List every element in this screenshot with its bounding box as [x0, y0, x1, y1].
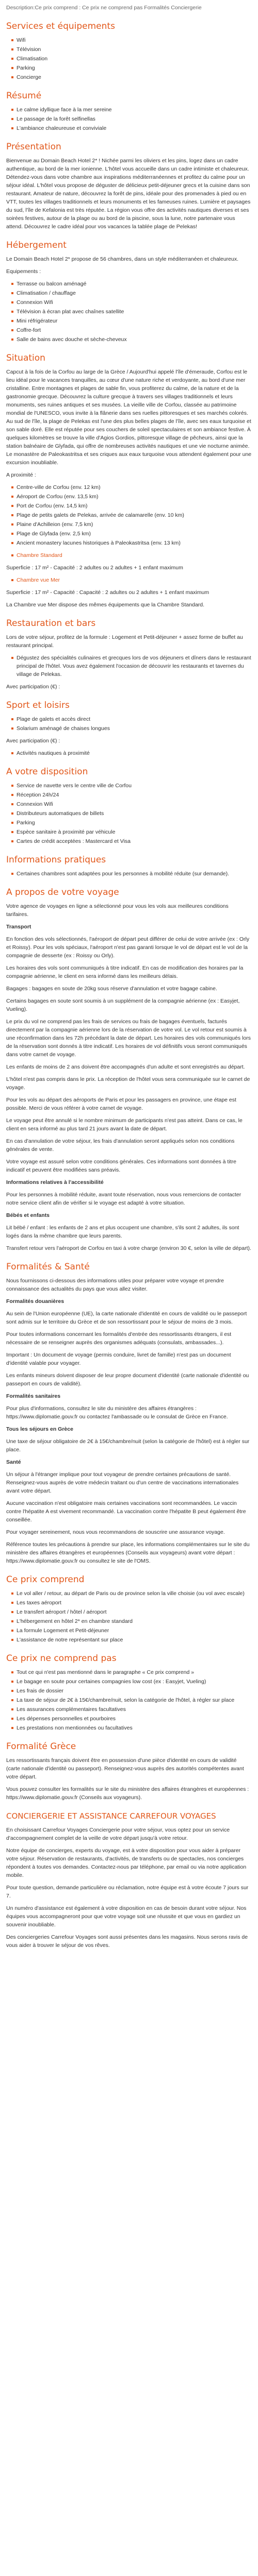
presentation-title: Présentation [6, 142, 61, 152]
list-item: Port de Corfou (env. 14,5 km) [11, 502, 252, 510]
chambre-heading-list [6, 551, 252, 560]
list-item: Terrasse ou balcon aménagé [11, 280, 252, 288]
situation-text: Capcut à la fois de la Corfou au large de la Grèce / Aujourd'hui appelé l'île d'émeraude, Corfou est le lieu idéal pour le vacances tranquilles, au cœur d'une nature riche et verdoyante, au bord d'une mer cristalline. Entre montagnes et plages de sable fin, vous profiterez du calme, de la nature et de la gastronomie grecque. Découvrez la culture grecque à travers ses villages traditionnels et leurs monuments, ses ruines antiques et ses musées. La vieille ville de Corfou, classée au patrimoine mondial de l'UNESCO, vous invite à la flânerie dans ses ruelles pittoresques et ses marchés colorés. Au sud de l'île, la plage de Pelekas est l'une des plus belles plages de l'île, avec ses eaux turquoise et son sable doré. Elle est réputée pour ses couchers de soleil spectaculaires et son ambiance festive. À quelques kilomètres se trouve la ville d'Agios Gordios, pittoresque village de pêcheurs, ainsi que la station balnéaire de Glyfada, qui offre de nombreuses activités nautiques et une vie nocturne animée. Le monastère de Paleokastritsa et ses criques aux eaux turquoise vous attendent également pour une excursion inoubliable. [6, 369, 252, 466]
formalites-text-0: Nous fournissons ci-dessous des informations utiles pour préparer votre voyage et prendre connaissance des actualités du pays que vous allez visiter. [6, 1278, 224, 1292]
restauration-title: Restauration et bars [6, 618, 96, 629]
list-item: Télévision [11, 45, 252, 54]
list-item: L'assistance de notre représentant sur place [11, 1636, 252, 1644]
list-item: Aéroport de Corfou (env. 13,5 km) [11, 493, 252, 501]
list-item: Parking [11, 64, 252, 72]
propos-text-5: Certains bagages en soute sont soumis à un supplément de la compagnie aérienne (ex : Easyjet, Vueling). [6, 998, 240, 1012]
propos-text-14: Pour les personnes à mobilité réduite, avant toute réservation, nous vous remercions de contacter notre service client afin de vérifier si le voyage est adapté à votre situation. [6, 1192, 241, 1206]
list-item: Concierge [11, 73, 252, 81]
conciergerie-text-1: Notre équipe de concierges, experts du voyage, est à votre disposition pour vous aider à préparer votre séjour. Réservation de restaurants, d'activités, de transferts ou de spectacles, nos concierges répondent à toutes vos demandes. Contactez-nous par téléphone, par email ou via notre application mobile. [6, 1848, 247, 1878]
list-item: Distributeurs automatiques de billets [11, 809, 252, 818]
propos-transport-label: Transport [6, 924, 31, 930]
prix-ne-comprend-pas-title: Ce prix ne comprend pas [6, 1653, 117, 1664]
conciergerie-text-3: Un numéro d'assistance est également à votre disposition en cas de besoin durant votre séjour. Nos équipes vous accompagneront pour que votre voyage soit une réussite et que vous en gardiez un souvenir inoubliable. [6, 1905, 247, 1928]
restauration-avec-participation: Avec participation (€) : [6, 684, 60, 690]
hebergement-equipements-label: Equipements : [6, 268, 41, 275]
list-item: Solarium aménagé de chaises longues [11, 724, 252, 733]
propos-accessibilite-label: Informations relatives à l'accessibilité [6, 1179, 104, 1185]
formalites-text-5: Les enfants mineurs doivent disposer de leur propre document d'identité (carte nationale d'identité ou passeport en cours de validité). [6, 1372, 249, 1387]
conciergerie-title: CONCIERGERIE ET ASSISTANCE CARREFOUR VOYAGES [6, 1811, 216, 1821]
list-item: Le calme idyllique face à la mer sereine [11, 106, 252, 114]
formalites-douanieres-label: Formalités douanières [6, 1298, 64, 1304]
chambre-mer-text: Superficie : 17 m² - Capacité : Capacité : 2 adultes ou 2 adultes + 1 enfant maximum [6, 589, 209, 596]
list-item: L'hébergement en hôtel 2* en chambre standard [11, 1617, 252, 1625]
list-item: Le bagage en soute pour certaines compagnies low cost (ex : Easyjet, Vueling) [11, 1677, 252, 1686]
infos-title: Informations pratiques [6, 855, 106, 865]
list-item: Service de navette vers le centre ville de Corfou [11, 782, 252, 790]
disposition-list [6, 782, 252, 845]
list-item: Connexion Wifi [11, 298, 252, 307]
prix-ne-comprend-pas-list [6, 1668, 252, 1732]
resume-title: Résumé [6, 91, 42, 101]
list-item: Wifi [11, 36, 252, 44]
sport-title: Sport et loisirs [6, 700, 70, 710]
sport-list-2 [6, 749, 252, 757]
list-item: Les dépenses personnelles et pourboires [11, 1715, 252, 1723]
resume-list [6, 106, 252, 132]
list-item: Centre-ville de Corfou (env. 12 km) [11, 483, 252, 492]
list-item: Salle de bains avec douche et sèche-cheveux [11, 335, 252, 344]
list-item: Dégustez des spécialités culinaires et grecques lors de vos déjeuners et dîners dans le restaurant principal de l'hôtel. Vous avez également l'occasion de découvrir les restaurants et tavernes du village de Pelekas. [11, 654, 252, 679]
formalites-sanitaires-label: Formalités sanitaires [6, 1393, 61, 1399]
conciergerie-text-4: Des conciergeries Carrefour Voyages sont aussi présentes dans les magasins. Nous serons ravis de vous aider à trouver le séjour de vos rêves. [6, 1934, 248, 1948]
list-item: Ancient monastery lacunes historiques à Paleokastritsa (env. 13 km) [11, 539, 252, 547]
list-item: La formule Logement et Petit-déjeuner [11, 1626, 252, 1635]
propos-title: A propos de votre voyage [6, 887, 119, 897]
propos-text-0: Votre agence de voyages en ligne a sélectionné pour vous les vols aux meilleures conditions tarifaires. [6, 903, 229, 918]
list-item: La taxe de séjour de 2€ à 15€/chambre/nuit, selon la catégorie de l'hôtel, à régler sur place [11, 1696, 252, 1704]
propos-text-4: Bagages : bagages en soute de 20kg sous réserve d'annulation et votre bagage cabine. [6, 986, 217, 992]
formalites-sante-label: Santé [6, 1459, 21, 1465]
propos-text-9: Pour les vols au départ des aéroports de Paris et pour les passagers en province, une étape est possible. Merci de vous référer à votre carnet de voyage. [6, 1097, 236, 1111]
breadcrumb: Description:Ce prix comprend : Ce prix ne comprend pas Formalités Conciergerie [6, 5, 202, 11]
disposition-title: A votre disposition [6, 767, 88, 777]
list-item: Parking [11, 819, 252, 827]
list-item: Cartes de crédit acceptées : Mastercard et Visa [11, 837, 252, 845]
propos-text-12: Votre voyage est assuré selon votre conditions générales. Ces informations sont données à titre indicatif et peuvent être modifiées sans préavis. [6, 1159, 236, 1173]
formalites-text-2: Au sein de l'Union européenne (UE), la carte nationale d'identité en cours de validité ou le passeport sont admis sur le territoire du Grèce et de son ressortissant pour le séjour de moins de 3 mois. [6, 1311, 247, 1325]
list-item: Mini réfrigérateur [11, 317, 252, 325]
formalite-grece-text-0: Les ressortissants français doivent être en possession d'une pièce d'identité en cours de validité (carte nationale d'identité ou passeport). Renseignez-vous auprès des autorités compétentes avant votre départ. [6, 1757, 244, 1780]
services-title: Services et équipements [6, 21, 115, 31]
list-item: Plage de Glyfada (env. 2,5 km) [11, 530, 252, 538]
formalites-text-11: Un séjour à l'étranger implique pour tout voyageur de prendre certaines précautions de santé. Renseignez-vous auprès de votre médecin traitant ou d'un centre de vaccinations internationales avant votre départ. [6, 1471, 239, 1494]
list-item: Espèce sanitaire à proximité par véhicule [11, 828, 252, 836]
formalites-text-4: Important : Un document de voyage (permis conduire, livret de famille) n'est pas un document d'identité valable pour voyager. [6, 1352, 231, 1366]
services-list [6, 36, 252, 81]
list-item: Les taxes aéroport [11, 1599, 252, 1607]
situation-proximite-label: A proximité : [6, 472, 36, 478]
restauration-list [6, 654, 252, 679]
propos-text-17: Transfert retour vers l'aéroport de Corfou en taxi à votre charge (environ 30 €, selon la ville de départ). [6, 1245, 251, 1251]
propos-text-10: Le voyage peut être annulé si le nombre minimum de participants n'est pas atteint. Dans ce cas, le client en sera informé au plus tard 21 jours avant la date de départ. [6, 1117, 243, 1132]
list-item: Réception 24h/24 [11, 791, 252, 799]
infos-list [6, 870, 252, 878]
propos-text-16: Lit bébé / enfant : les enfants de 2 ans et plus occupent une chambre, s'ils sont 2 adultes, ils sont logés dans la même chambre que leurs parents. [6, 1225, 239, 1239]
list-item: Plaine d'Achilleion (env. 7,5 km) [11, 520, 252, 529]
list-item: Les assurances complémentaires facultatives [11, 1705, 252, 1714]
sport-avec-participation: Avec participation (€) : [6, 738, 60, 744]
chambre-standard-heading: Chambre Standard [11, 551, 252, 560]
list-item: Activités nautiques à proximité [11, 749, 252, 757]
list-item: Climatisation / chauffage [11, 289, 252, 297]
list-item: Les frais de dossier [11, 1687, 252, 1695]
propos-text-2: En fonction des vols sélectionnés, l'aéroport de départ peut différer de celui de votre arrivée (ex : Orly et Roissy). Pour les vols spéciaux, l'aéroport n'est pas garanti lorsque le vol de départ est le vol de la compagnie de desserte (ex : Roissy ou Orly). [6, 936, 250, 959]
formalite-grece-text-1: Vous pouvez consulter les formalités sur le site du ministère des affaires étrangères et européennes : https://www.diplomatie.gouv.fr (Conseils aux voyageurs). [6, 1786, 249, 1801]
conciergerie-text-2: Pour toute question, demande particulière ou réclamation, notre équipe est à votre écoute 7 jours sur 7. [6, 1885, 249, 1899]
formalites-text-14: Référence toutes les précautions à prendre sur place, les informations complémentaires sur le site du ministère des affaires étrangères et européennes (Conseils aux voyageurs) avant votre départ : https://www.diplomatie.gouv.fr ou consultez le site de l'OMS. [6, 1541, 250, 1564]
formalites-text-7: Pour plus d'informations, consultez le site du ministère des affaires étrangères : https://www.diplomatie.gouv.fr ou contactez l'ambassade ou le consulat de Grèce en France. [6, 1405, 228, 1420]
formalites-sejours-label: Tous les séjours en Grèce [6, 1426, 73, 1432]
hebergement-text: Le Domain Beach Hotel 2* propose de 56 chambres, dans un style méditerranéen et chaleureux. [6, 256, 239, 262]
propos-text-11: En cas d'annulation de votre séjour, les frais d'annulation seront appliqués selon nos conditions générales de vente. [6, 1138, 235, 1153]
restauration-text: Lors de votre séjour, profitez de la formule : Logement et Petit-déjeuner + assez forme de buffet au restaurant principal. [6, 634, 243, 649]
list-item: Télévision à écran plat avec chaînes satellite [11, 308, 252, 316]
propos-text-3: Les horaires des vols sont communiqués à titre indicatif. En cas de modification des horaires par la compagnie aérienne, le client en sera informé dans les meilleurs délais. [6, 965, 244, 979]
list-item: Certaines chambres sont adaptées pour les personnes à mobilité réduite (sur demande). [11, 870, 252, 878]
list-item: L'ambiance chaleureuse et conviviale [11, 124, 252, 132]
list-item: Connexion Wifi [11, 800, 252, 808]
formalites-text-3: Pour toutes informations concernant les formalités d'entrée des ressortissants étrangers, il est nécessaire de se renseigner auprès des organismes adéquats (consulats, ambassades...). [6, 1331, 232, 1346]
situation-title: Situation [6, 353, 45, 363]
list-item: Tout ce qui n'est pas mentionné dans le paragraphe « Ce prix comprend » [11, 1668, 252, 1676]
chambre-mer-text2: La Chambre vue Mer dispose des mêmes équipements que la Chambre Standard. [6, 602, 205, 608]
list-item: Le vol aller / retour, au départ de Paris ou de province selon la ville choisie (ou vol avec escale) [11, 1589, 252, 1598]
prix-comprend-title: Ce prix comprend [6, 1574, 85, 1585]
propos-bebes-label: Bébés et enfants [6, 1212, 50, 1218]
formalites-text-12: Aucune vaccination n'est obligatoire mais certaines vaccinations sont recommandées. Le vaccin contre l'hépatite A est vivement recommandé. La vaccination contre l'hépatite B peut également être conseillée. [6, 1500, 246, 1523]
list-item: Plage de petits galets de Pelekas, arrivée de calamarelle (env. 10 km) [11, 511, 252, 519]
conciergerie-text-0: En choisissant Carrefour Voyages Conciergerie pour votre séjour, vous optez pour un service d'accompagnement complet de la veille de votre départ jusqu'à votre retour. [6, 1827, 230, 1841]
formalites-text-13: Pour voyager sereinement, nous vous recommandons de souscrire une assurance voyage. [6, 1529, 225, 1535]
prix-comprend-list [6, 1589, 252, 1644]
list-item: Le transfert aéroport / hôtel / aéroport [11, 1608, 252, 1616]
list-item: Plage de galets et accès direct [11, 715, 252, 723]
propos-text-7: Les enfants de moins de 2 ans doivent être accompagnés d'un adulte et sont enregistrés au départ. [6, 1064, 245, 1070]
propos-text-8: L'hôtel n'est pas compris dans le prix. La réception de l'hôtel vous sera communiquée sur le carnet de voyage. [6, 1076, 250, 1091]
chambre-mer-heading: Chambre vue Mer [11, 576, 252, 584]
sport-list [6, 715, 252, 733]
propos-text-6: Le prix du vol ne comprend pas les frais de services ou frais de bagages éventuels, facturés directement par la compagnie aérienne lors de la réservation de votre vol. Le vol retour est soumis à une réconfirmation dans les 72h précédant la date de départ. Les horaires des vols communiqués lors de la réservation sont donnés à titre indicatif. Les horaires de vol définitifs vous seront communiqués dans votre carnet de voyage. [6, 1019, 251, 1058]
presentation-text: Bienvenue au Domain Beach Hotel 2* ! Nichée parmi les oliviers et les pins, logez dans un cadre authentique, au bord de la mer ionienne. L'hôtel vous accueille dans un cadre intimiste et chaleureux. Détendez-vous dans votre chambre aux inspirations méditerranéennes et profitez du calme pour un séjour idéal. L'hôtel vous propose de déguster de délicieux petit-déjeuner grecs et la cuisine dans son restaurant. Amateur de nature, découvrez la forêt de pins, idéale pour des promenades à pied ou en VTT, toutes les villages traditionnels et leurs monuments et les fameuses ruines. Lumière et paysages du sud, l'île de Kefalonia est très réputée. La région vous offre des activités nautiques diverses et ses soirées festives, autour de la plage ou au bord de la piscine, sous la lune, notre partenaire vous attend. Découvrez le cadre idéal pour vos vacances la tablée plage de Pelekas! [6, 158, 251, 230]
situation-list [6, 483, 252, 547]
list-item: Le passage de la forêt selfinellas [11, 115, 252, 123]
chambre-mer-heading-list [6, 576, 252, 584]
hebergement-list [6, 280, 252, 344]
formalites-title: Formalités & Santé [6, 1262, 90, 1272]
formalite-grece-title: Formalité Grèce [6, 1741, 76, 1752]
hebergement-title: Hébergement [6, 240, 67, 250]
formalites-text-9: Une taxe de séjour obligatoire de 2€ à 15€/chambre/nuit (selon la catégorie de l'hôtel) est à régler sur place. [6, 1438, 250, 1453]
list-item: Coffre-fort [11, 326, 252, 334]
chambre-standard-text: Superficie : 17 m² - Capacité : 2 adultes ou 2 adultes + 1 enfant maximum [6, 565, 183, 571]
list-item: Climatisation [11, 55, 252, 63]
list-item: Les prestations non mentionnées ou facultatives [11, 1724, 252, 1732]
